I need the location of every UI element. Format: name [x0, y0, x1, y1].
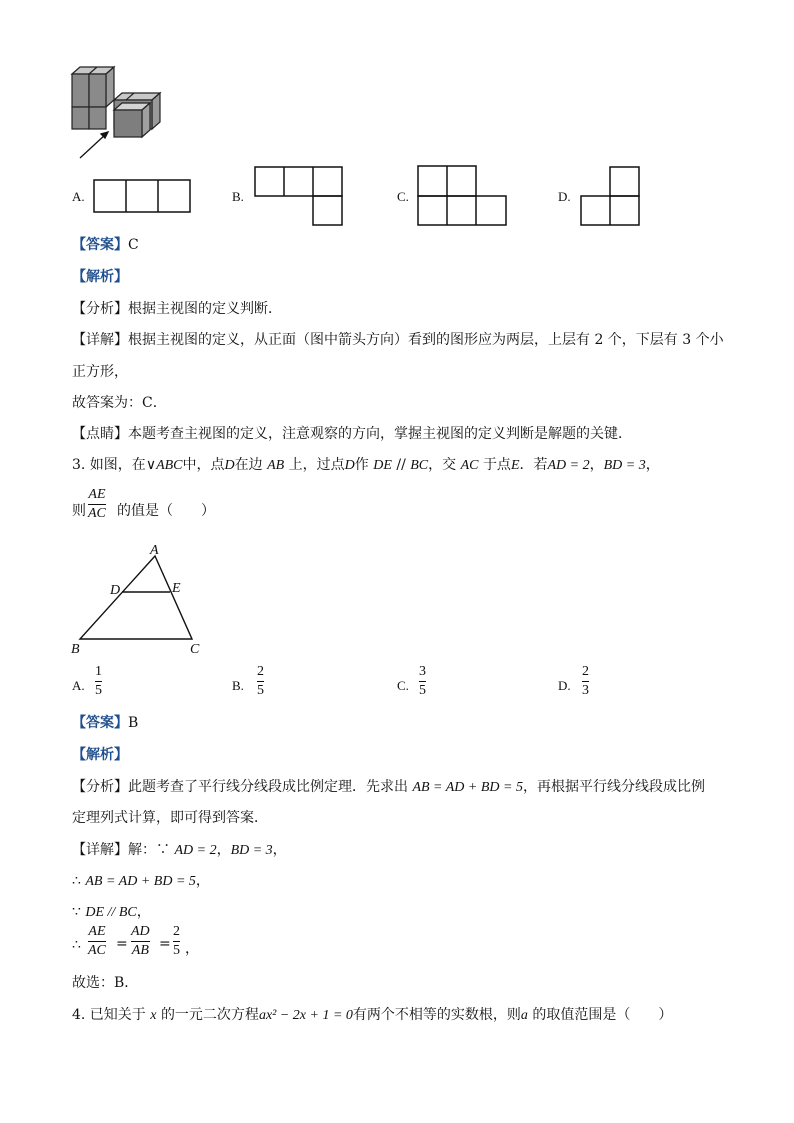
ab-sum: AB = AD + BD = 5	[412, 780, 523, 795]
q2-analysis-heading	[72, 266, 128, 286]
fenxi-tag: 【分析】	[72, 779, 128, 795]
bd-value: BD = 3	[230, 843, 273, 858]
q3-stem-fraction	[88, 487, 106, 522]
variable-x: x	[150, 1008, 157, 1023]
dianjing-text: 本题考查主视图的定义，注意观察的方向，掌握主视图的定义判断是解题的关键．	[128, 426, 632, 442]
fenxi-text: ，再根据平行线分线段成比例	[522, 779, 705, 795]
q3-stem-text: 在边	[234, 457, 263, 473]
q3-option-d-fraction	[582, 664, 589, 699]
answer-value: C	[128, 237, 139, 253]
fraction-numerator: 2	[173, 924, 180, 939]
point-d: D	[344, 458, 355, 473]
fraction-numerator: 3	[419, 664, 426, 679]
q2-option-a-label: A.	[72, 189, 85, 204]
xiangjie-tag: 【详解】	[72, 332, 128, 348]
point-d: D	[224, 458, 235, 473]
q3-final: 故选：B．	[72, 975, 139, 991]
q4-stem-text: 有两个不相等的实数根，则	[352, 1007, 521, 1023]
q2-option-a-figure	[93, 179, 193, 215]
fraction-denominator: 5	[419, 683, 426, 698]
q3-stem-text: ，	[645, 457, 660, 473]
xiangjie-text: 解：∵	[128, 842, 170, 858]
q3-stem-text: 上，过点	[288, 457, 345, 473]
fraction-denominator: AB	[131, 943, 149, 958]
ad-value: AD = 2	[547, 458, 590, 473]
label-e: E	[172, 581, 181, 596]
xiangjie-text: 根据主视图的定义，从正面（图中箭头方向）看到的图形应为两层，上层有 2 个，下层有 3 个小	[128, 332, 724, 348]
q3-step-4-symbol: ∴	[72, 937, 81, 953]
comma: ，	[589, 457, 604, 473]
xiangjie-tag: 【详解】	[72, 842, 128, 858]
q3-step-4-fraction-2	[131, 924, 150, 959]
parallel-symbol: //	[391, 457, 411, 473]
q3-option-b-label: B.	[232, 678, 244, 693]
q3-triangle-figure	[66, 542, 216, 660]
q4-stem-text: 的取值范围是（ ）	[532, 1007, 673, 1023]
q2-dianjing	[72, 423, 632, 443]
equals-sign: =	[159, 936, 171, 952]
parallel-relation: DE // BC	[85, 905, 137, 920]
label-c: C	[190, 642, 200, 657]
quadratic-equation: ax² − 2x + 1 = 0	[258, 1008, 353, 1023]
q3-option-c-fraction	[419, 664, 426, 699]
q3-stem-text: ，交	[428, 457, 457, 473]
q3-step-4-fraction-1	[88, 924, 106, 959]
q2-option-d-figure	[580, 166, 644, 228]
analysis-tag: 【解析】	[72, 269, 128, 285]
label-b: B	[71, 642, 80, 657]
cube-stack-figure	[60, 60, 180, 165]
fraction-numerator: AD	[131, 924, 150, 939]
q3-stem-text: 中，点	[182, 457, 225, 473]
ab-sum: AB = AD + BD = 5	[85, 874, 196, 889]
variable-a: a	[520, 1008, 528, 1023]
q2-option-c-figure	[417, 165, 511, 228]
fraction-denominator: 5	[257, 683, 264, 698]
fraction-numerator: AE	[88, 924, 106, 939]
fraction-denominator: AC	[88, 506, 106, 521]
comma: ，	[185, 941, 199, 957]
comma: ，	[272, 842, 287, 858]
fraction-denominator: AC	[88, 943, 106, 958]
comma: ，	[195, 873, 210, 889]
answer-tag: 【答案】	[72, 715, 128, 731]
q2-option-b-figure	[254, 166, 346, 228]
fraction-denominator: 5	[95, 683, 102, 698]
q2-fenxi	[72, 298, 282, 318]
q3-fenxi-line-1	[72, 776, 705, 796]
point-e: E	[510, 458, 520, 473]
q3-stem-text: 于点	[482, 457, 511, 473]
fraction-numerator: 2	[582, 664, 589, 679]
answer-tag: 【答案】	[72, 237, 128, 253]
q3-option-c-label: C.	[397, 678, 409, 693]
segment-de: DE	[373, 458, 392, 473]
bd-value: BD = 3	[603, 458, 646, 473]
equals-sign: =	[116, 936, 128, 952]
fenxi-text: 根据主视图的定义判断．	[128, 301, 282, 317]
label-d: D	[110, 583, 121, 598]
q2-xiangjie-line-1	[72, 329, 724, 349]
analysis-tag: 【解析】	[72, 747, 128, 763]
q3-stem-line-2	[72, 500, 86, 520]
q3-stem-text: 则	[72, 503, 86, 519]
q3-stem-line-1	[72, 454, 660, 474]
fraction-denominator: 3	[582, 683, 589, 698]
fraction-numerator: AE	[88, 487, 106, 502]
q3-answer	[72, 712, 138, 732]
q2-xiangjie-line-3: 故答案为：C．	[72, 395, 167, 411]
dianjing-tag: 【点睛】	[72, 426, 128, 442]
segment-ab: AB	[267, 458, 285, 473]
therefore-symbol: ∴	[72, 873, 81, 889]
q2-answer	[72, 234, 139, 254]
q3-xiangjie-line-1	[72, 839, 287, 859]
q3-stem-text: ．若	[519, 457, 548, 473]
q2-option-c-label: C.	[397, 189, 409, 204]
q3-option-a-label: A.	[72, 678, 85, 693]
q3-option-d-label: D.	[558, 678, 571, 693]
ad-value: AD = 2	[174, 843, 217, 858]
triangle-name: ABC	[156, 458, 183, 473]
q3-stem-line-2b: 的值是（ ）	[117, 503, 215, 519]
q4-stem-text: 的一元二次方程	[160, 1007, 259, 1023]
because-symbol: ∵	[72, 904, 81, 920]
q3-fenxi-line-2: 定理列式计算，即可得到答案．	[72, 810, 268, 826]
segment-bc: BC	[410, 458, 429, 473]
q3-step-4-fraction-3	[173, 924, 180, 959]
q3-option-b-fraction	[257, 664, 264, 699]
fraction-denominator: 5	[173, 943, 180, 958]
q4-stem	[72, 1004, 672, 1024]
q3-stem-text: 作	[354, 457, 369, 473]
triangle-symbol: ∨	[145, 457, 157, 473]
q3-option-a-fraction	[95, 664, 102, 699]
q3-stem-text: 3. 如图，在	[72, 457, 146, 473]
fraction-numerator: 2	[257, 664, 264, 679]
comma: ，	[216, 842, 231, 858]
q2-xiangjie-line-2: 正方形，	[72, 364, 128, 380]
fraction-numerator: 1	[95, 664, 102, 679]
q3-analysis-heading	[72, 744, 128, 764]
label-a: A	[150, 543, 159, 558]
segment-ac: AC	[460, 458, 479, 473]
comma: ，	[136, 904, 151, 920]
answer-value: B	[128, 715, 139, 731]
q4-stem-text: 4. 已知关于	[72, 1007, 146, 1023]
q2-option-b-label: B.	[232, 189, 244, 204]
fenxi-tag: 【分析】	[72, 301, 128, 317]
q2-option-d-label: D.	[558, 189, 571, 204]
q3-step-2	[72, 870, 210, 890]
fenxi-text: 此题考查了平行线分线段成比例定理．先求出	[128, 779, 408, 795]
q3-step-3	[72, 901, 151, 921]
